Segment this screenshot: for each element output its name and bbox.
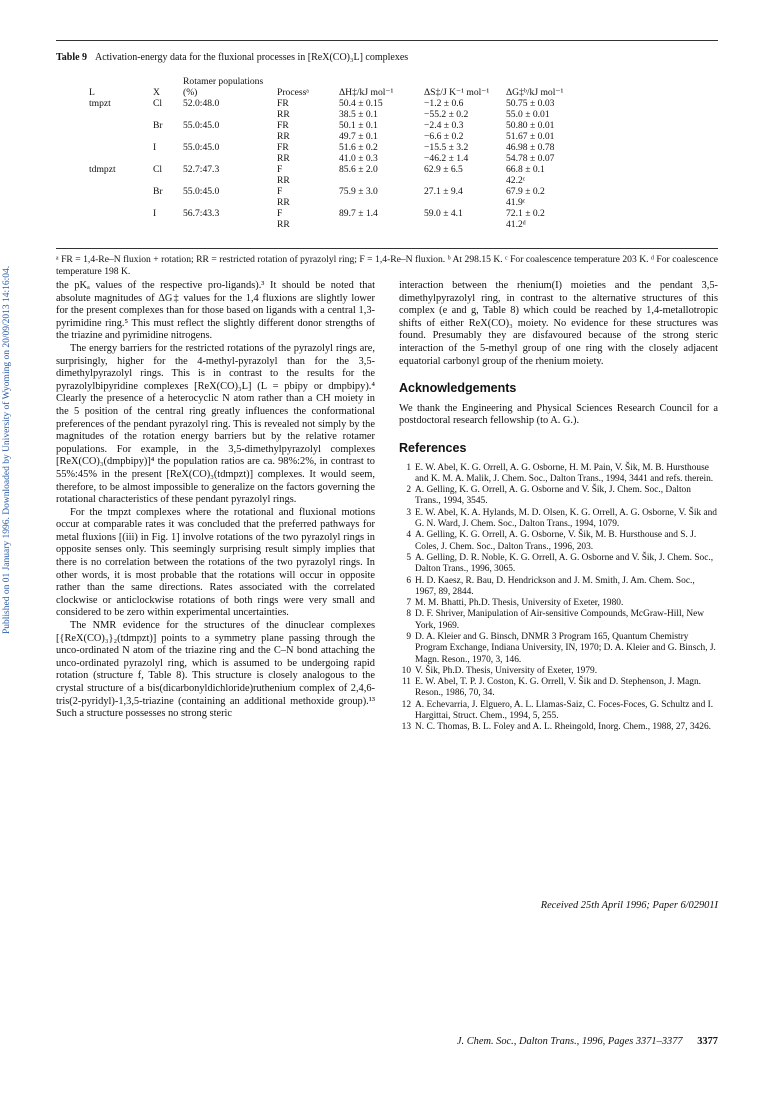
table-row: [56, 164, 586, 175]
reference-text: A. Gelling, K. G. Orrell, A. G. Osborne, V. Šik, M. B. Hursthouse and S. J. Coles, J. Chem. Soc., Dalton Trans., 1996, 203.: [415, 530, 697, 552]
cell-ds: −1.2 ± 0.6: [424, 98, 464, 109]
cell-process: RR: [277, 153, 290, 164]
cell-dg: 51.67 ± 0.01: [506, 131, 555, 142]
cell-l: tdmpzt: [89, 164, 116, 175]
cell-dg: 55.0 ± 0.01: [506, 109, 550, 120]
cell-dg: 66.8 ± 0.1: [506, 164, 545, 175]
reference-item: [399, 632, 718, 666]
cell-dh: [339, 175, 424, 186]
cell-x: [153, 219, 183, 230]
cell-x: Br: [153, 120, 163, 131]
cell-process: F: [277, 208, 283, 219]
table-row: [56, 120, 586, 131]
cell-dh: 49.7 ± 0.1: [339, 131, 378, 142]
cell-dh: 89.7 ± 1.4: [339, 208, 378, 219]
cell-process: RR: [277, 219, 290, 230]
reference-item: [399, 463, 718, 486]
reference-item: [399, 485, 718, 508]
cell-x: I: [153, 208, 157, 219]
cell-dh: 38.5 ± 0.1: [339, 109, 378, 120]
table-row: [56, 219, 586, 230]
cell-dh: 50.1 ± 0.1: [339, 120, 378, 131]
reference-text: E. W. Abel, T. P. J. Coston, K. G. Orrell, V. Šik and D. Stephenson, J. Magn. Reson., 1986, 70, 34.: [415, 677, 702, 699]
cell-dh: 51.6 ± 0.2: [339, 142, 378, 153]
cell-ds: −46.2 ± 1.4: [424, 153, 469, 164]
reference-item: [399, 553, 718, 576]
header-ds: ΔS‡/J K⁻¹ mol⁻¹: [424, 87, 490, 98]
cell-process: FR: [277, 142, 289, 153]
header-x: X: [153, 87, 160, 98]
cell-process: RR: [277, 131, 290, 142]
table-caption-text: Activation-energy data for the fluxional processes in [ReX(CO)₃L] complexes: [94, 52, 409, 63]
reference-item: [399, 530, 718, 553]
reference-text: A. Echevarria, J. Elguero, A. L. Llamas-Saiz, C. Foces-Foces, G. Schultz and I. Hargittai, Struct. Chem., 1994, 5, 255.: [415, 699, 714, 722]
table-row: [56, 153, 586, 164]
cell-rotamer: [183, 109, 277, 120]
body-paragraph: the pKₐ values of the respective pro-ligands).³ It should be noted that absolute magnitudes of ΔG‡ values for the 1,4 fluxions are slightly lower for the present complexes than for those based on ligands with a central 1,3-pyrimidine ring.⁵ This must reflect the slightly different donor strengths of the triazine and pyrimidine nitrogens.: [56, 280, 375, 342]
cell-x: Cl: [153, 98, 163, 109]
header-dg: ΔG‡ᵇ/kJ mol⁻¹: [506, 87, 564, 98]
reference-number: 11: [401, 677, 411, 688]
cell-process: RR: [277, 197, 290, 208]
cell-l: [56, 109, 153, 120]
cell-x: [153, 109, 183, 120]
body-paragraph: The energy barriers for the restricted rotations of the pyrazolyl rings are, surprisingly, higher for the 4-methyl-pyrazolyl than for the 3,5-dimethylpyrazolyl rings. This is in contrast to the results for the pyrazolylbipyridine complexes [ReX(CO)₃L] (L = pbipy or dmpbipy).⁴ Clearly the presence of a heterocyclic N atom rather than a CH moiety in the 5 position of the central ring greatly influences the conformational preferences of the pendant pyrazolyl ring. This is revealed not simply by the magnitudes of the rotation energy barriers but by the relative rotamer populations. For example, in the 3,5-dimethylpyrazolyl complexes [ReX(CO)₃(dmpbipy)]⁴ the population ratios are ca. 98%:2%, in contrast to 55%:45% in the present [ReX(CO)₃(tdmpzt)] complexes. It would seem, therefore, to be almost impossible to generalize on the factors governing the rotational characteristics of these pendant pyrazolyl rings.: [56, 342, 375, 506]
table-footnote: ᵃ FR = 1,4-Re–N fluxion + rotation; RR = restricted rotation of pyrazolyl ring; F = 1,4-Re–N fluxion. ᵇ At 298.15 K. ᶜ For coalescence temperature 203 K. ᵈ For coalescence temperature 198 K.: [56, 254, 718, 277]
header-l: L: [89, 87, 95, 98]
cell-dh: 85.6 ± 2.0: [339, 164, 378, 175]
reference-number: 6: [406, 575, 411, 586]
cell-rotamer: [183, 219, 277, 230]
header-dh: ΔH‡/kJ mol⁻¹: [339, 87, 394, 98]
cell-rotamer: [183, 153, 277, 164]
body-paragraph: The NMR evidence for the structures of the dinuclear complexes [{ReX(CO)₃}₂(tdmpzt)] points to a symmetry plane passing through the unco-ordinated N atom of the triazine ring and the C–N bond attaching the unco-ordinated pyrazolyl ring, which is assumed to be undergoing rapid rotation (structure f, Table 8). This structure is closely analogous to the crystal structure of a bis(dicarbonyldichloride)ruthenium complex of 2,4,6-tris(2-pyridyl)-1,3,5-triazine (containing an additional methoxide group).¹³ Such a structure possesses no strong steric: [56, 620, 375, 720]
table-row: [56, 186, 586, 197]
reference-text: H. D. Kaesz, R. Bau, D. Hendrickson and J. M. Smith, J. Am. Chem. Soc., 1967, 89, 2844.: [415, 575, 695, 597]
cell-dg: 54.78 ± 0.07: [506, 153, 555, 164]
references-heading: References: [399, 440, 467, 455]
reference-number: 3: [406, 507, 411, 518]
cell-ds: 62.9 ± 6.5: [424, 164, 463, 175]
cell-l: [56, 120, 153, 131]
reference-text: V. Šik, Ph.D. Thesis, University of Exeter, 1979.: [415, 665, 598, 676]
cell-process: FR: [277, 120, 289, 131]
cell-l: [56, 153, 153, 164]
reference-text: A. Gelling, D. R. Noble, K. G. Orrell, A. G. Osborne and V. Šik, J. Chem. Soc., Dalton Trans., 1996, 3065.: [415, 552, 714, 575]
table-row: [56, 142, 586, 153]
reference-item: [399, 598, 718, 609]
cell-process: RR: [277, 175, 290, 186]
reference-number: 10: [401, 665, 411, 676]
reference-item: [399, 722, 718, 733]
cell-ds: −15.5 ± 3.2: [424, 142, 469, 153]
cell-ds: −6.6 ± 0.2: [424, 131, 464, 142]
table-label: Table 9: [56, 52, 88, 63]
reference-text: M. M. Bhatti, Ph.D. Thesis, University of Exeter, 1980.: [415, 598, 624, 609]
cell-dg: 72.1 ± 0.2: [506, 208, 545, 219]
cell-l: [56, 186, 153, 197]
reference-number: 1: [406, 462, 411, 473]
cell-x: [153, 131, 183, 142]
cell-rotamer: [183, 175, 277, 186]
cell-x: [153, 175, 183, 186]
table-caption: [56, 52, 408, 63]
cell-dg: 42.2ᶜ: [506, 175, 526, 186]
reference-item: [399, 677, 718, 700]
cell-dh: 75.9 ± 3.0: [339, 186, 378, 197]
cell-rotamer: 56.7:43.3: [183, 208, 220, 219]
reference-number: 12: [401, 699, 411, 710]
cell-process: FR: [277, 98, 289, 109]
table-row: [56, 109, 586, 120]
reference-item: [399, 666, 718, 677]
cell-l: [56, 175, 153, 186]
table-row: [56, 175, 586, 186]
cell-dg: 50.80 ± 0.01: [506, 120, 555, 131]
cell-dg: 67.9 ± 0.2: [506, 186, 545, 197]
journal-citation: J. Chem. Soc., Dalton Trans., 1996, Pages 3371–3377: [456, 1036, 683, 1047]
cell-rotamer: 52.0:48.0: [183, 98, 220, 109]
cell-l: tmpzt: [89, 98, 111, 109]
cell-dg: 41.9ᶜ: [506, 197, 526, 208]
activation-energy-table: [56, 76, 586, 230]
cell-rotamer: 52.7:47.3: [183, 164, 220, 175]
cell-ds: 59.0 ± 4.1: [424, 208, 463, 219]
reference-number: 4: [406, 530, 411, 541]
cell-rotamer: 55.0:45.0: [183, 142, 220, 153]
received-date: Received 25th April 1996; Paper 6/02901I: [540, 900, 718, 911]
cell-x: Cl: [153, 164, 163, 175]
cell-process: RR: [277, 109, 290, 120]
table-header-row: [56, 76, 586, 98]
page-number: 3377: [697, 1036, 718, 1047]
cell-x: Br: [153, 186, 163, 197]
page-footer: [399, 1036, 718, 1047]
reference-number: 8: [406, 609, 411, 620]
acknowledgements-text: We thank the Engineering and Physical Sciences Research Council for a postdoctoral research fellowship (to A. G.).: [399, 402, 718, 427]
table-bottom-rule: [56, 248, 718, 249]
cell-rotamer: 55.0:45.0: [183, 186, 220, 197]
cell-dh: [339, 197, 424, 208]
cell-ds: −2.4 ± 0.3: [424, 120, 464, 131]
body-paragraph: interaction between the rhenium(I) moieties and the pendant 3,5-dimethylpyrazolyl ring, in contrast to the alternative structures of this complex (e and g, Table 8) which could be reached by 1,4-metallotropic shifts of either ReX(CO)₃ moiety. No evidence for these structures was found. Presumably they are disfavoured because of the strong steric interaction of the 5-methyl group of one ring with the closely adjacent equatorial carbonyl group of the rhenium moiety.: [399, 280, 718, 367]
cell-ds: [424, 197, 506, 208]
cell-process: F: [277, 164, 283, 175]
download-watermark: Published on 01 January 1996. Downloaded by University of Wyoming on 20/09/2013 14:16:04.: [2, 265, 12, 635]
cell-x: I: [153, 142, 157, 153]
cell-rotamer: [183, 197, 277, 208]
reference-list: [399, 463, 718, 734]
reference-text: N. C. Thomas, B. L. Foley and A. L. Rheingold, Inorg. Chem., 1988, 27, 3426.: [415, 722, 711, 733]
body-paragraph: For the tmpzt complexes where the rotational and fluxional motions occur at comparable rates it was concluded that the preferred pathways for metal fluxions [(iii) in Fig. 1] involve rotations of the two pyrazolyl rings in opposite senses only. This seemingly surprising result simply implies that there is no correlation between the rotations of the two pyrazolyl rings. In other words, it is most probable that the rotations will occur in opposite rather than the same directions. Rates associated with the correlated clockwise or anticlockwise rotations of both rings were very small and considered to be zero within experimental uncertainties.: [56, 506, 375, 619]
reference-number: 9: [406, 631, 411, 642]
reference-item: [399, 700, 718, 723]
reference-text: D. A. Kleier and G. Binsch, DNMR 3 Program 165, Quantum Chemistry Program Exchange, Indiana University, IN, 1970; D. A. Kleier and G. Binsch, J. Magn. Reson., 1970, 3, 146.: [415, 631, 716, 665]
cell-ds: [424, 175, 506, 186]
cell-l: [56, 219, 153, 230]
reference-number: 13: [401, 722, 411, 733]
header-rotamer: Rotamer populations (%): [183, 76, 264, 98]
cell-dg: 41.2ᵈ: [506, 219, 526, 230]
cell-ds: 27.1 ± 9.4: [424, 186, 463, 197]
cell-ds: [424, 219, 506, 230]
top-rule: [56, 40, 718, 41]
reference-text: E. W. Abel, K. G. Orrell, A. G. Osborne, H. M. Pain, V. Šik, M. B. Hursthouse and K. M. A. Malik, J. Chem. Soc., Dalton Trans., 1994, 3441 and refs. therein.: [415, 462, 714, 484]
cell-ds: −55.2 ± 0.2: [424, 109, 469, 120]
cell-dg: 50.75 ± 0.03: [506, 98, 555, 109]
reference-item: [399, 609, 718, 632]
table-row: [56, 131, 586, 142]
reference-item: [399, 508, 718, 531]
table-row: [56, 197, 586, 208]
right-column: [399, 280, 718, 734]
table-row: [56, 98, 586, 109]
cell-x: [153, 197, 183, 208]
table-row: [56, 208, 586, 219]
reference-item: [399, 576, 718, 599]
cell-dg: 46.98 ± 0.78: [506, 142, 555, 153]
cell-l: [56, 131, 153, 142]
cell-rotamer: [183, 131, 277, 142]
cell-l: [56, 208, 153, 219]
reference-number: 2: [406, 485, 411, 496]
left-column: [56, 280, 375, 721]
reference-text: E. W. Abel, K. A. Hylands, M. D. Olsen, K. G. Orrell, A. G. Osborne, V. Šik and G. N. Ward, J. Chem. Soc., Dalton Trans., 1994, 1079.: [415, 507, 717, 530]
reference-number: 5: [406, 552, 411, 563]
cell-process: F: [277, 186, 283, 197]
cell-x: [153, 153, 183, 164]
reference-text: A. Gelling, K. G. Orrell, A. G. Osborne and V. Šik, J. Chem. Soc., Dalton Trans., 1994, 3545.: [415, 485, 691, 507]
reference-text: D. F. Shriver, Manipulation of Air-sensitive Compounds, McGraw-Hill, New York, 1969.: [415, 609, 705, 631]
reference-number: 7: [406, 598, 411, 609]
cell-rotamer: 55.0:45.0: [183, 120, 220, 131]
cell-dh: [339, 219, 424, 230]
cell-l: [56, 142, 153, 153]
cell-l: [56, 197, 153, 208]
cell-dh: 50.4 ± 0.15: [339, 98, 383, 109]
acknowledgements-heading: Acknowledgements: [399, 381, 517, 396]
cell-dh: 41.0 ± 0.3: [339, 153, 378, 164]
header-process: Processᵃ: [277, 87, 309, 98]
